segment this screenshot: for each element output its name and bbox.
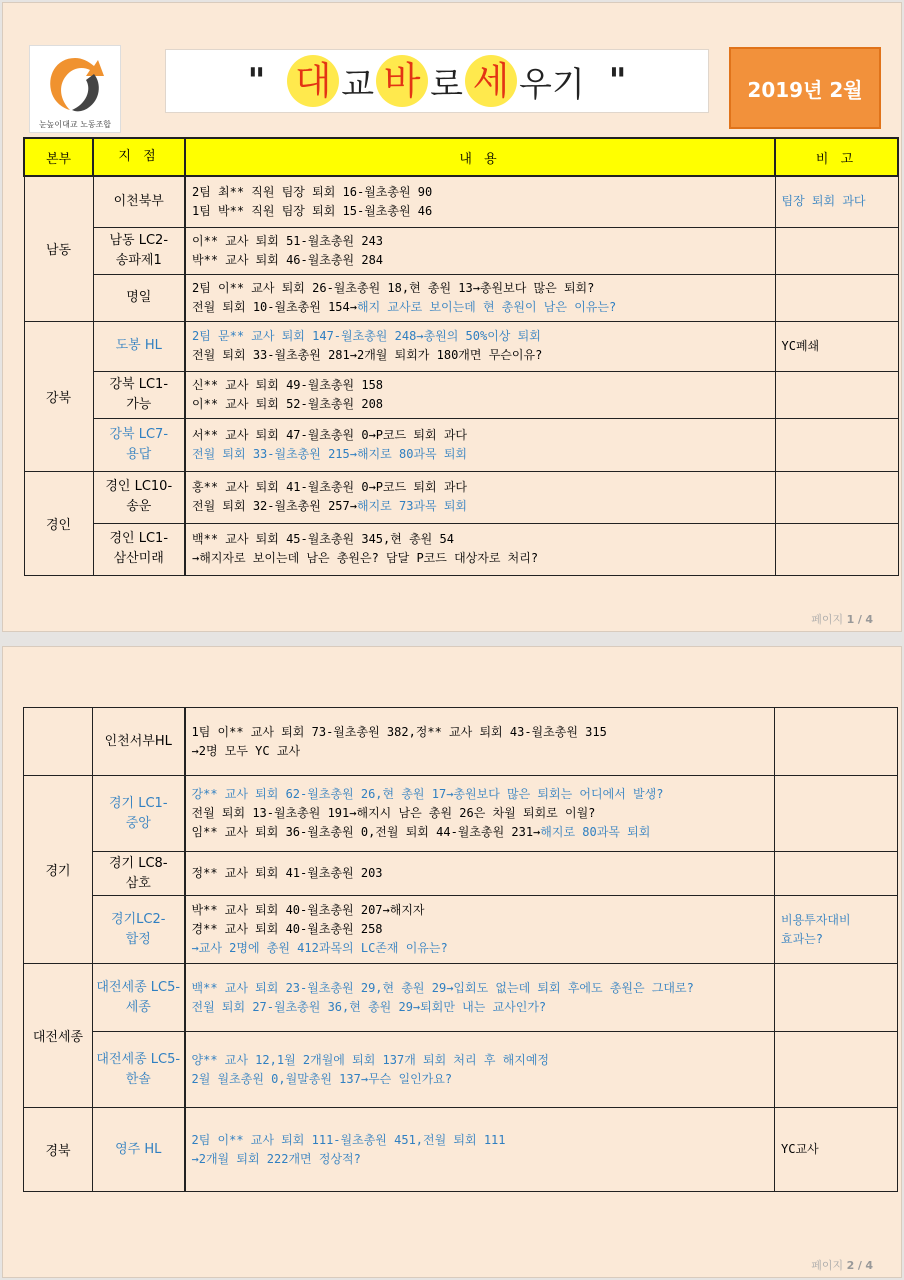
table-row: [24, 776, 898, 852]
branch-cell: 도봉 HL: [93, 321, 185, 371]
content-line: [192, 445, 769, 464]
content-line: [192, 346, 769, 365]
content-line: [192, 232, 769, 251]
content-line: [192, 1131, 769, 1150]
content-text-highlight: 2월 월초총원 0,월말총원 137→무슨 일인가요?: [191, 1071, 453, 1086]
content-text: 임** 교사 퇴회 36-월초총원 0,전월 퇴회 44-월초총원 231→: [191, 825, 541, 839]
content-line: [192, 723, 769, 742]
table-row: [24, 418, 898, 471]
content-cell: [185, 964, 775, 1032]
content-cell: [185, 1032, 775, 1108]
content-text-highlight: 2팀 문** 교사 퇴회 147-월초총원 248→총원의 50%이상 퇴회: [192, 329, 541, 343]
title-char-3: 바: [376, 55, 428, 107]
branch-cell: 경인 LC10- 송운: [93, 471, 185, 523]
content-text: 전월 퇴회 10-월초총원 154→: [192, 299, 357, 314]
page-label: 페이지: [811, 1259, 844, 1272]
branch-cell: 강북 LC1- 가능: [93, 371, 185, 418]
table-row: [24, 708, 898, 776]
note-cell: 비용투자대비 효과는?: [775, 896, 898, 964]
note-cell: [775, 776, 898, 852]
region-cell: 남동: [24, 176, 93, 321]
content-text: 백** 교사 퇴회 45-월초총원 345,현 총원 54: [192, 532, 454, 546]
content-text-highlight: 2팀 이** 교사 퇴회 111-월초총원 451,전월 퇴회 111: [191, 1132, 506, 1147]
title-char-2: 교: [341, 64, 375, 105]
branch-cell: 강북 LC7- 용답: [93, 418, 185, 471]
header-content: 내 용: [185, 138, 775, 176]
content-text-highlight: 전월 퇴회 27-월초총원 36,현 총원 29→퇴회만 내는 교사인가?: [191, 999, 547, 1014]
page-label: 페이지: [811, 613, 844, 626]
content-line: [192, 298, 769, 317]
note-cell: [775, 371, 898, 418]
content-line: [192, 1051, 769, 1070]
content-text-highlight: 강** 교사 퇴회 62-월초총원 26,현 총원 17→총원보다 많은 퇴회는 어디에서 발생?: [191, 787, 664, 801]
content-text-highlight: 해지 교사로 보이는데 현 총원이 남은 이유는?: [356, 299, 617, 314]
page-current: 1: [846, 613, 855, 626]
table-header-row: [24, 138, 898, 176]
content-line: [192, 920, 769, 939]
title-quote-open: ": [247, 61, 266, 101]
branch-cell: 경기 LC1- 중앙: [93, 776, 185, 852]
note-cell: [775, 964, 898, 1032]
page-current: 2: [846, 1259, 855, 1272]
page-number: [811, 611, 873, 627]
content-cell: [185, 227, 775, 274]
content-line: [192, 998, 769, 1017]
page-number: [811, 1257, 873, 1273]
content-text: →2명 모두 YC 교사: [191, 743, 301, 758]
branch-cell: 대전세종 LC5- 세종: [93, 964, 185, 1032]
region-cell: 대전세종: [24, 964, 93, 1108]
table-row: [24, 896, 898, 964]
content-text: 정** 교사 퇴회 41-월초총원 203: [191, 866, 383, 880]
table-row: [24, 371, 898, 418]
content-text: 이** 교사 퇴회 51-월초총원 243: [192, 233, 384, 248]
content-cell: [185, 471, 775, 523]
region-cell: [24, 708, 93, 776]
table-row: [24, 274, 898, 321]
content-cell: [185, 321, 775, 371]
header-region: 본부: [24, 138, 93, 176]
content-text: 박** 교사 퇴회 40-월초총원 207→해지자: [191, 903, 425, 917]
header-branch: 지 점: [93, 138, 185, 176]
note-cell: [775, 227, 898, 274]
content-text-highlight: →2개월 퇴회 222개면 정상적?: [191, 1151, 361, 1166]
content-line: [192, 1150, 769, 1169]
note-cell: [775, 852, 898, 896]
branch-cell: 경인 LC1- 삼산미래: [93, 523, 185, 575]
content-text: 신** 교사 퇴회 49-월초총원 158: [192, 377, 384, 392]
content-cell: [185, 708, 775, 776]
content-text-highlight: 전월 퇴회 33-월초총원 215→해지로 80과목 퇴회: [192, 446, 468, 461]
content-line: [192, 497, 769, 516]
note-cell: [775, 418, 898, 471]
content-cell: [185, 418, 775, 471]
content-line: [192, 478, 769, 497]
table-row: [24, 523, 898, 575]
branch-cell: 경기 LC8- 삼호: [93, 852, 185, 896]
content-line: [192, 202, 769, 221]
banner-title: [165, 49, 709, 113]
title-char-4: 로: [430, 64, 463, 105]
branch-cell: 인천서부HL: [93, 708, 185, 776]
content-text: 전월 퇴회 33-월초총원 281→2개월 퇴회가 180개면 무슨이유?: [192, 348, 543, 362]
document-page-1: [2, 2, 902, 632]
date-label: 2019년 2월: [729, 47, 881, 129]
title-quote-close: ": [608, 61, 627, 101]
region-cell: 경기: [24, 776, 93, 964]
content-text: 전월 퇴회 13-월초총원 191→해지시 남은 총원 26은 차월 퇴회로 이월?: [191, 806, 596, 820]
content-line: [192, 804, 769, 823]
content-line: [192, 1070, 769, 1089]
content-line: [192, 395, 769, 414]
region-cell: 경인: [24, 471, 93, 575]
content-text: 전월 퇴회 32-월초총원 257→: [192, 499, 357, 513]
note-cell: [775, 708, 898, 776]
note-cell: [775, 274, 898, 321]
union-logo: [29, 45, 121, 133]
content-text-highlight: 양** 교사 12,1월 2개월에 퇴회 137개 퇴회 처리 후 해지예정: [191, 1052, 550, 1067]
content-line: [192, 979, 769, 998]
content-text: 1팀 이** 교사 퇴회 73-월초총원 382,정** 교사 퇴회 43-월초총원 315: [191, 724, 607, 739]
content-text: 2팀 이** 교사 퇴회 26-월초총원 18,현 총원 13→총원보다 많은 퇴회?: [192, 280, 595, 295]
note-cell: 팀장 퇴회 과다: [775, 176, 898, 227]
table-row: [24, 852, 898, 896]
table-row: [24, 227, 898, 274]
content-line: [192, 530, 769, 549]
branch-cell: 이천북부: [93, 176, 185, 227]
header-note: 비 고: [775, 138, 898, 176]
content-cell: [185, 1108, 775, 1192]
note-cell: YC교사: [775, 1108, 898, 1192]
branch-cell: 명일: [93, 274, 185, 321]
content-cell: [185, 371, 775, 418]
table-row: [24, 321, 898, 371]
note-cell: [775, 471, 898, 523]
region-cell: 강북: [24, 321, 93, 471]
page-separator: /: [857, 613, 862, 626]
table-row: [24, 1108, 898, 1192]
content-text: 경** 교사 퇴회 40-월초총원 258: [191, 922, 383, 936]
table-row: [24, 176, 898, 227]
content-line: [192, 939, 769, 958]
content-cell: [185, 776, 775, 852]
note-cell: [775, 1032, 898, 1108]
content-line: [192, 183, 769, 202]
page-total: 4: [865, 613, 873, 626]
content-text-highlight: 해지로 73과목 퇴회: [356, 499, 468, 513]
content-text: 홍** 교사 퇴회 41-월초총원 0→P코드 퇴회 과다: [192, 480, 468, 494]
content-line: [192, 279, 769, 298]
content-line: [192, 426, 769, 445]
branch-cell: 남동 LC2- 송파제1: [93, 227, 185, 274]
report-table-page-1: [23, 137, 899, 576]
content-line: [192, 742, 769, 761]
content-cell: [185, 852, 775, 896]
content-line: [192, 823, 769, 842]
table-row: [24, 471, 898, 523]
table-row: [24, 964, 898, 1032]
content-line: [192, 251, 769, 270]
title-char-1: 대: [287, 55, 339, 107]
note-cell: [775, 523, 898, 575]
content-text: 박** 교사 퇴회 46-월초총원 284: [192, 252, 384, 267]
document-page-2: [2, 646, 902, 1278]
content-text: 2팀 최** 직원 팀장 퇴회 16-월초총원 90: [192, 184, 433, 199]
region-cell: 경북: [24, 1108, 93, 1192]
branch-cell: 대전세종 LC5- 한솔: [93, 1032, 185, 1108]
content-line: [192, 901, 769, 920]
report-table-page-2: [23, 707, 898, 1192]
content-text-highlight: 해지로 80과목 퇴회: [540, 825, 651, 839]
content-text: 1팀 박** 직원 팀장 퇴회 15-월초총원 46: [192, 203, 433, 218]
branch-cell: 경기LC2- 합정: [93, 896, 185, 964]
content-text-highlight: →교사 2명에 총원 412과목의 LC존재 이유는?: [191, 941, 448, 955]
logo-arrow-icon: [42, 52, 108, 114]
content-text: 서** 교사 퇴회 47-월초총원 0→P코드 퇴회 과다: [192, 427, 468, 442]
table-row: [24, 1032, 898, 1108]
title-char-6: 우기: [519, 64, 585, 105]
content-cell: [185, 274, 775, 321]
content-text: →해지자로 보이는데 남은 총원은? 담달 P코드 대상자로 처리?: [192, 551, 539, 565]
content-text: 이** 교사 퇴회 52-월초총원 208: [192, 396, 384, 411]
content-cell: [185, 523, 775, 575]
page-total: 4: [865, 1259, 873, 1272]
title-char-5: 세: [465, 55, 517, 107]
logo-text: 눈높이대교 노동조합: [38, 120, 112, 129]
content-cell: [185, 896, 775, 964]
content-line: [192, 864, 769, 883]
content-line: [192, 785, 769, 804]
content-line: [192, 327, 769, 346]
page-separator: /: [857, 1259, 862, 1272]
content-line: [192, 376, 769, 395]
content-line: [192, 549, 769, 568]
content-cell: [185, 176, 775, 227]
note-cell: YC폐쇄: [775, 321, 898, 371]
content-text-highlight: 백** 교사 퇴회 23-월초총원 29,현 총원 29→입회도 없는데 퇴회 후에도 총원은 그대로?: [191, 980, 694, 995]
branch-cell: 영주 HL: [93, 1108, 185, 1192]
